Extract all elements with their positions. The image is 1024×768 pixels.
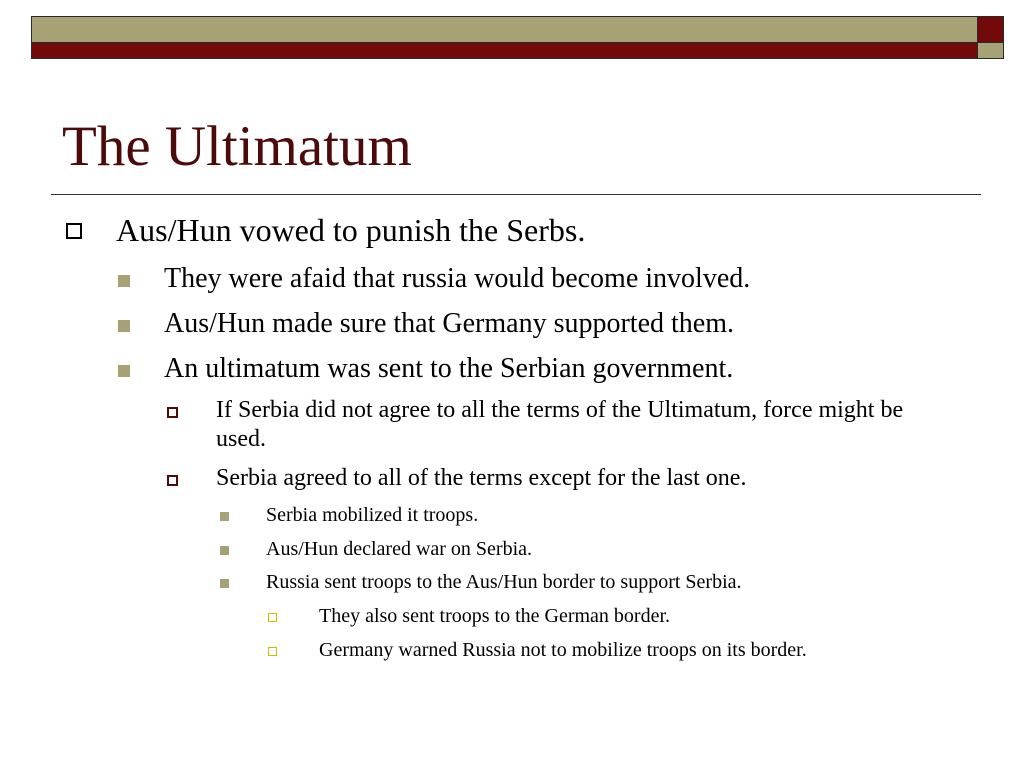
filled-square-bullet-icon — [118, 275, 130, 287]
bullet-text: Russia sent troops to the Aus/Hun border to support Serbia. — [266, 571, 742, 593]
bullet-text: Aus/Hun vowed to punish the Serbs. — [116, 212, 586, 248]
hollow-square-bullet-icon — [167, 407, 178, 418]
bullet-text: An ultimatum was sent to the Serbian government. — [164, 353, 734, 384]
bullet-text: Serbia mobilized it troops. — [266, 504, 479, 526]
header-bar-maroon — [31, 42, 978, 59]
hollow-square-bullet-icon — [66, 223, 82, 239]
bullet-text: Aus/Hun made sure that Germany supported them. — [164, 308, 734, 339]
hollow-square-bullet-icon — [268, 613, 277, 622]
filled-square-bullet-icon — [118, 365, 130, 377]
slide-title: The Ultimatum — [62, 115, 412, 178]
bullet-text: If Serbia did not agree to all the terms of the Ultimatum, force might be used. — [216, 397, 904, 452]
hollow-square-bullet-icon — [268, 647, 277, 656]
bullet-text: Serbia agreed to all of the terms except for the last one. — [216, 465, 747, 491]
header-bar-olive — [31, 16, 978, 43]
bullet-text: They were afaid that russia would become involved. — [164, 263, 751, 294]
filled-square-bullet-icon — [118, 320, 130, 332]
bullet-text: Aus/Hun declared war on Serbia. — [266, 538, 533, 560]
filled-square-bullet-icon — [220, 546, 229, 555]
bullet-text: They also sent troops to the German border. — [319, 605, 671, 627]
header-square-olive — [977, 42, 1004, 59]
filled-square-bullet-icon — [220, 512, 229, 521]
filled-square-bullet-icon — [220, 579, 229, 588]
header-square-maroon — [977, 16, 1004, 43]
bullet-text: Germany warned Russia not to mobilize troops on its border. — [319, 639, 807, 661]
title-divider — [51, 194, 981, 195]
hollow-square-bullet-icon — [167, 475, 178, 486]
